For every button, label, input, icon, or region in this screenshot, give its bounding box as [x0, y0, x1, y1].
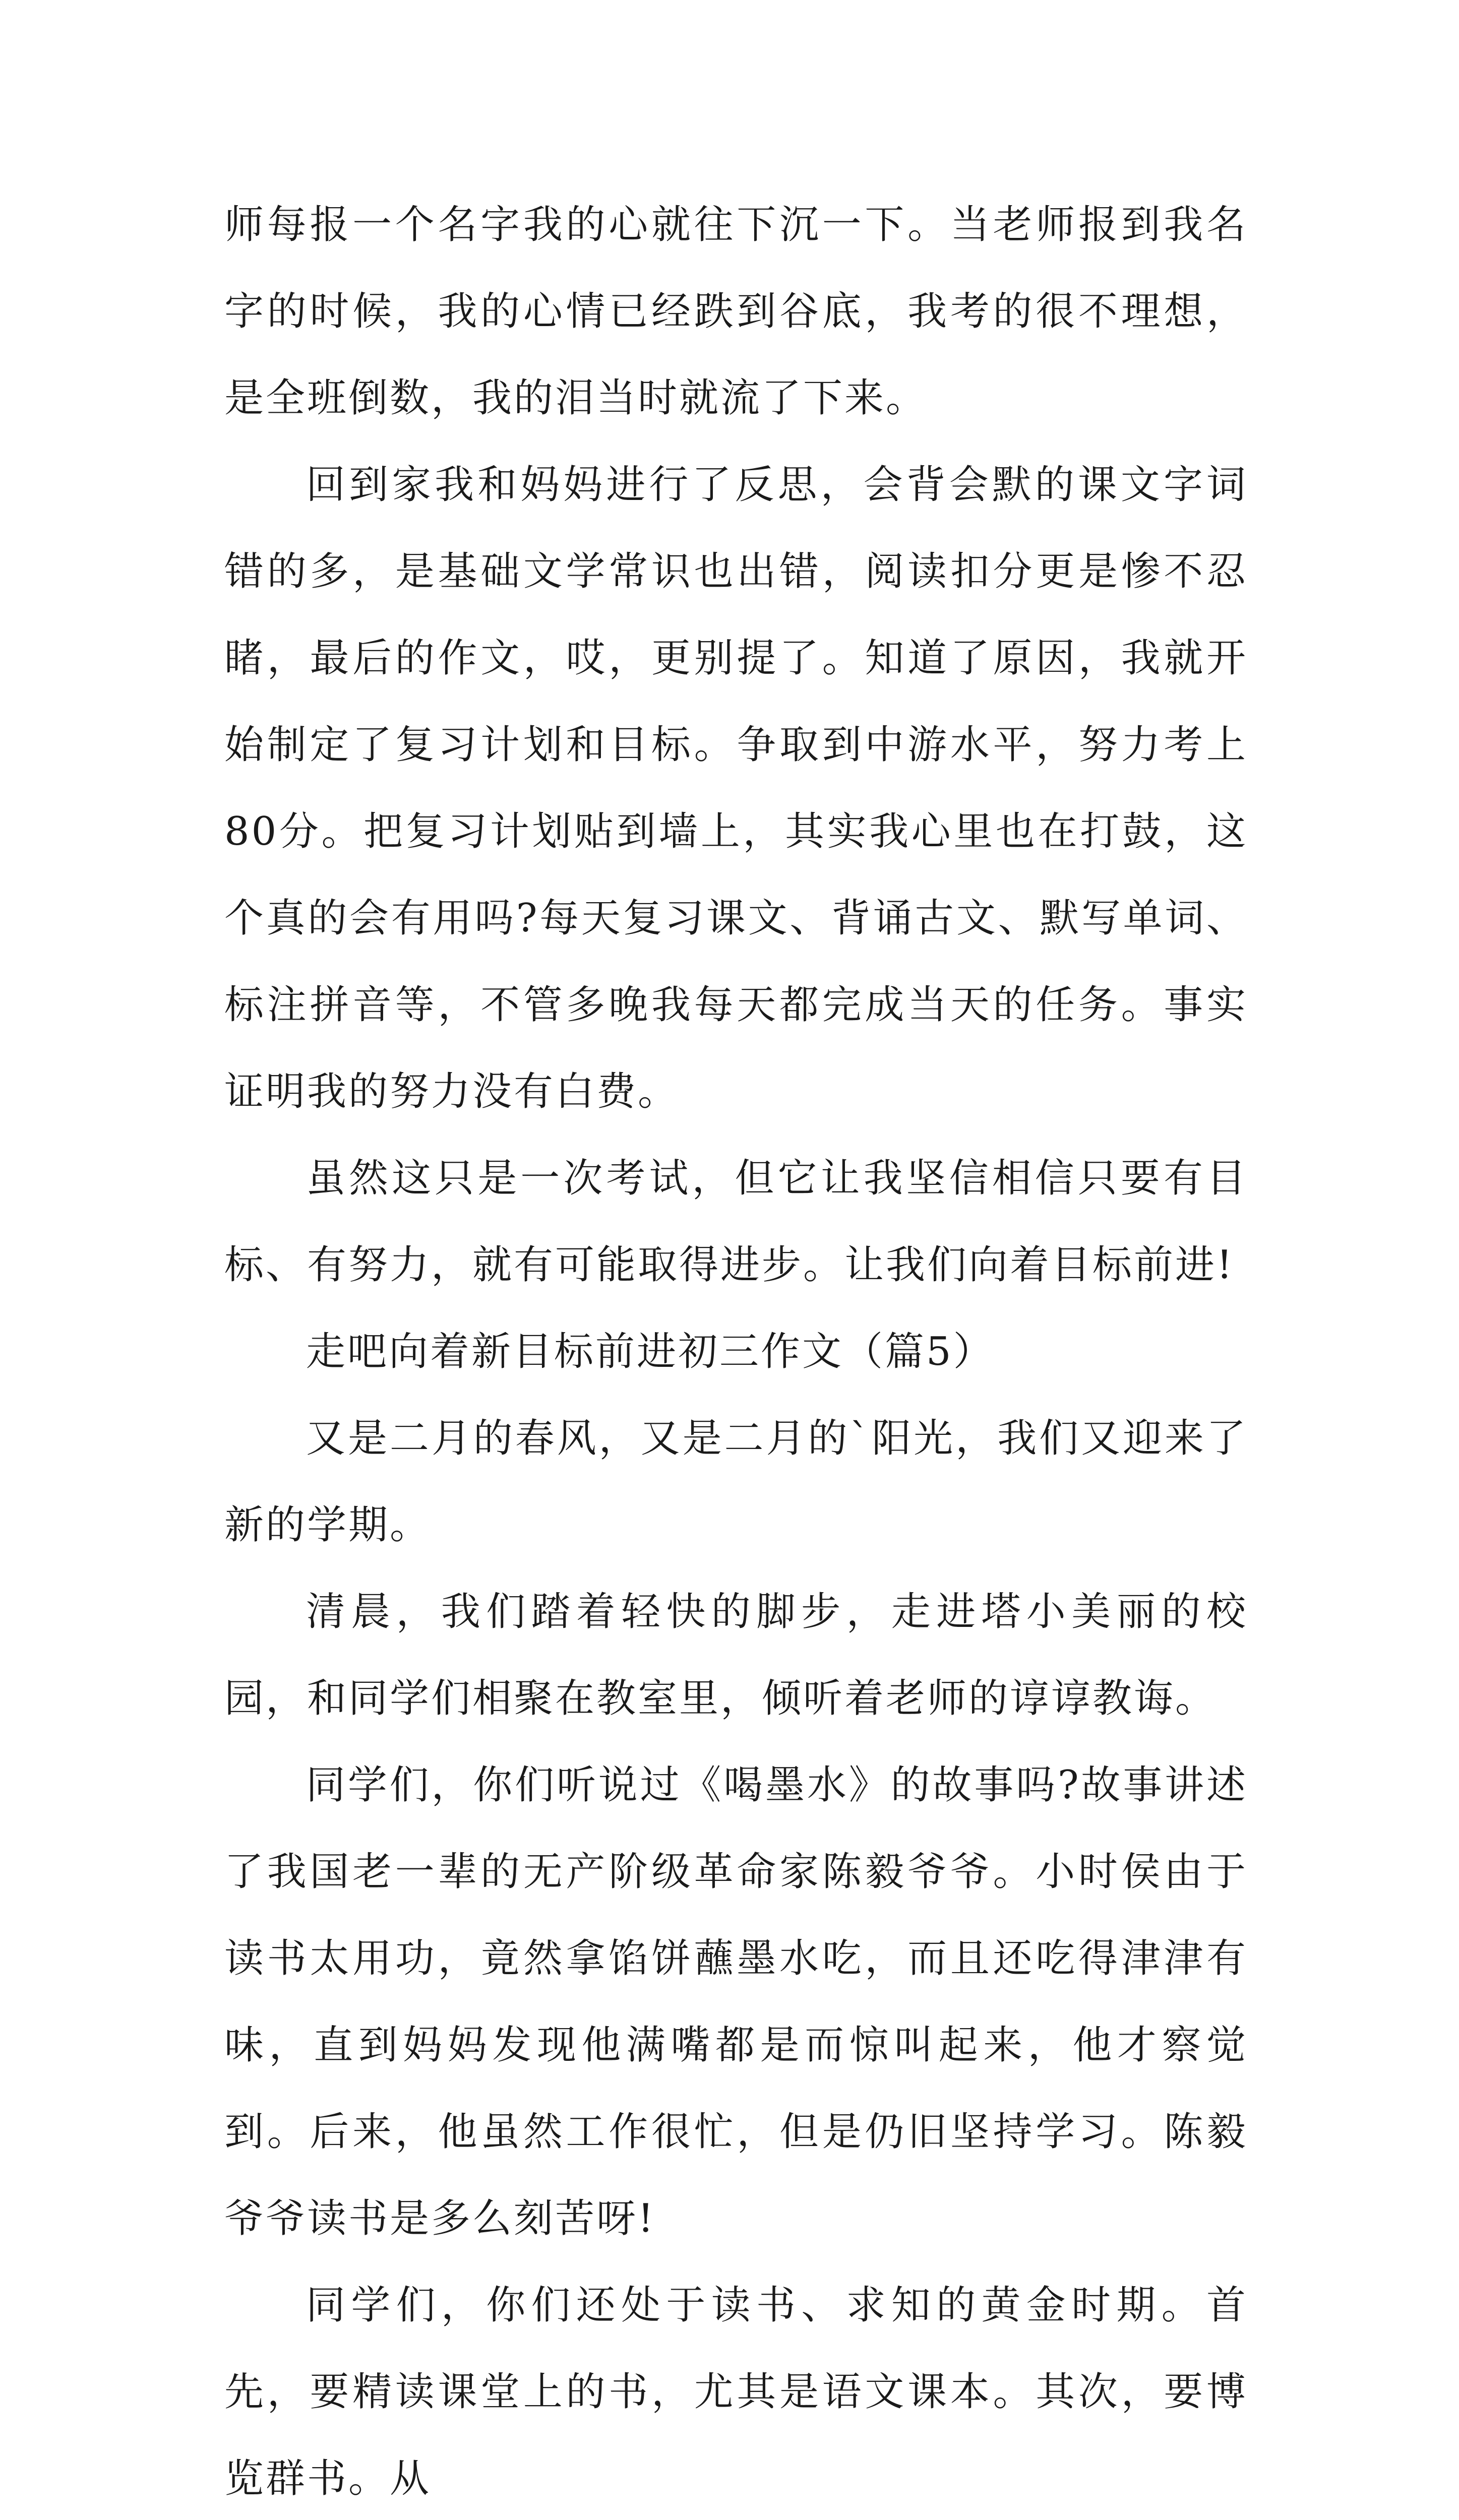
paragraph-advice: 同学们，你们还处于读书、求知的黄金时期。首先，要精读课堂上的书，尤其是语文课本。其次，要博览群书。从	[224, 2283, 1248, 2501]
paragraph-spring: 又是二月的春风，又是二月的`阳光，我们又迎来了新的学期。	[224, 1416, 1248, 1548]
essay-title: 走吧向着新目标前进初三作文（篇5）	[306, 1329, 995, 1374]
paragraph-conclusion: 虽然这只是一次考试，但它让我坚信相信只要有目标、有努力，就有可能取得进步。让我们向着目标前进!	[224, 1156, 1248, 1288]
paragraph-continuation: 师每报一个名字我的心就往下沉一下。当老师报到我名字的时候，我的心情已经跌到谷底，我考的很不理想，是全班倒数，我的泪当时就流了下来。	[224, 202, 1248, 421]
document-body	[224, 181, 1248, 2520]
paragraph-reflection: 回到家我和妈妈进行了反思，会背会默的课文字词错的多，是基础文学常识也出错，阅读扣分更是惨不忍睹，最后的作文，哎，更别提了。知道了原因，我就开始制定了复习计划和目标。争取到中游水平，努力考上80分。把复习计划贴到墙上，其实我心里也在打鼓，这个真的会有用吗?每天复习课文、背诵古文、默写单词、标注拼音等，不管多晚我每天都完成当天的任务。事实证明我的努力没有白费。	[224, 462, 1248, 1114]
paragraph-story: 同学们，你们听说过《喝墨水》的故事吗?故事讲述了我国老一辈的无产阶级革命家陈毅爷爷。小时侯由于读书太用功，竟然拿馅饼蘸墨水吃，而且还吃得津津有味，直到妈妈发现他满嘴都是而惊叫起来，他才察觉到。后来，他虽然工作很忙，但是仍旧坚持学习。陈毅爷爷读书是多么刻苦呀!	[224, 1762, 1248, 2241]
paragraph-morning: 清晨，我们踏着轻快的脚步，走进塔小美丽的校园，和同学们相聚在教室里，倾听着老师的谆谆教诲。	[224, 1589, 1248, 1721]
